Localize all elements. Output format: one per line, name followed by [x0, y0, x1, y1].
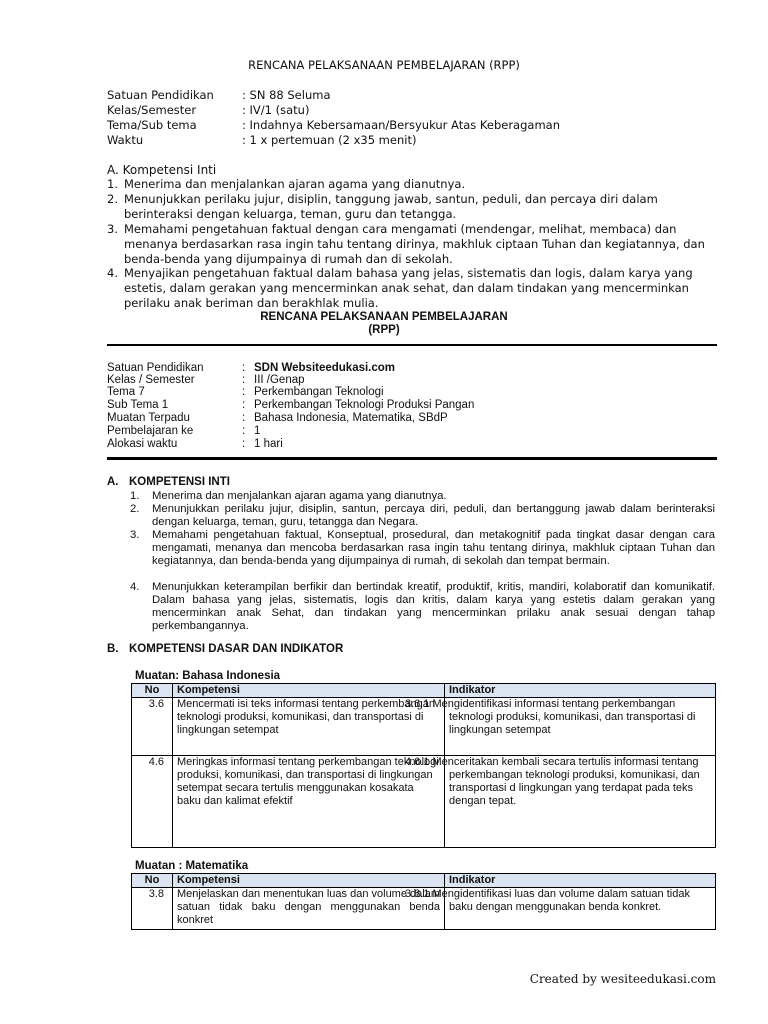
doc1-identity-row [107, 103, 309, 117]
table-row [132, 698, 716, 756]
identity-value: : Indahnya Kebersamaan/Bersyukur Atas Keberagaman [242, 118, 560, 132]
muatan-bahasa-indonesia-title: Muatan: Bahasa Indonesia [135, 670, 281, 682]
identity-colon: : [242, 425, 246, 437]
cell-indikator: 3.6.1 Mengidentifikasi informasi tentang perkembangan teknologi produksi, komunikasi, dan transportasi di lingkungan setempat [445, 698, 716, 756]
doc2-identity-row [107, 399, 474, 412]
divider-bottom [107, 457, 717, 460]
cell-indikator: 4.6.1 Menceritakan kembali secara tertulis informasi tentang perkembangan teknologi produksi, komunikasi, dan transportasi d lingkungan yang terdapat pada teks dengan tepat. [445, 756, 716, 848]
identity-colon: : [242, 362, 246, 374]
cell-no: 4.6 [132, 756, 173, 848]
doc2-kd-heading [107, 643, 343, 655]
identity-label: Sub Tema 1 [107, 399, 169, 411]
doc1-title: RENCANA PELAKSANAAN PEMBELAJARAN (RPP) [248, 58, 520, 72]
identity-value: : SN 88 Seluma [242, 88, 331, 102]
doc2-ki-item [130, 529, 715, 568]
identity-value: SDN Websiteedukasi.com [254, 362, 396, 374]
doc2-identity-row [107, 438, 283, 451]
heading-text: KOMPETENSI DASAR DAN INDIKATOR [129, 643, 344, 655]
item-text: Menunjukkan perilaku jujur, disiplin, santun, percaya diri, peduli, dan bertanggung jawab dalam berinteraksi dengan keluarga, teman, guru, tetangga dan Negara. [152, 503, 715, 528]
cell-no: 3.8 [132, 888, 173, 930]
identity-colon: : [242, 438, 246, 450]
identity-label: Tema 7 [107, 386, 145, 398]
header-no: No [132, 684, 173, 698]
identity-value: Perkembangan Teknologi [254, 386, 384, 398]
identity-value: III /Genap [254, 374, 305, 386]
doc1-identity-row [107, 133, 416, 147]
footer-credit: Created by wesiteedukasi.com [529, 972, 716, 986]
doc1-ki-item [107, 177, 717, 192]
doc2-ki-item [130, 503, 715, 529]
header-no: No [132, 874, 173, 888]
doc2-ki-item [130, 490, 715, 503]
item-number: 3. [107, 222, 118, 236]
heading-text: KOMPETENSI INTI [129, 476, 230, 488]
doc1-ki-item [107, 192, 717, 222]
doc2-ki-item [130, 581, 715, 633]
identity-colon: : [242, 374, 246, 386]
doc1-ki-item [107, 266, 717, 311]
identity-value: 1 hari [254, 438, 283, 450]
identity-label: Satuan Pendidikan [107, 88, 214, 102]
item-text: Menunjukkan perilaku jujur, disiplin, tanggung jawab, santun, peduli, dan percaya diri dalam berinteraksi dengan keluarga, teman, guru dan tetangga. [124, 192, 658, 221]
heading-number: B. [107, 643, 119, 655]
item-number: 4. [130, 581, 140, 593]
item-number: 1. [107, 177, 118, 191]
table-header-row [132, 684, 716, 698]
doc1-identity-row [107, 88, 331, 102]
identity-label: Alokasi waktu [107, 438, 178, 450]
doc2-title-line2: (RPP) [368, 324, 400, 336]
identity-label: Waktu [107, 133, 144, 147]
doc2-ki-heading [107, 476, 230, 488]
divider-top [107, 344, 717, 346]
cell-kompetensi: Menjelaskan dan menentukan luas dan volume dalam satuan tidak baku dengan menggunakan benda konkret [173, 888, 445, 930]
cell-kompetensi: Meringkas informasi tentang perkembangan teknologi produksi, komunikasi, dan transportasi di lingkungan setempat secara tertulis menggunakan kosakata baku dan kalimat efektif [173, 756, 445, 848]
header-kompetensi: Kompetensi [173, 874, 445, 888]
item-text: Menunjukkan keterampilan berfikir dan bertindak kreatif, produktif, kritis, mandiri, kolaboratif dan komunikatif. Dalam bahasa yang jelas, sistematis, logis dan kritis, dalam karya yang estetis dalam gerakan yang mencerminkan anak Sehat, dan tindakan yang mencerminkan prilaku anak sesuai dengan tahap perkembangannya. [152, 581, 715, 632]
identity-label: Kelas / Semester [107, 374, 195, 386]
doc2-identity-row [107, 425, 260, 438]
kd-table-matematika [131, 873, 716, 930]
kd-table-bahasa-indonesia [131, 683, 716, 848]
doc2-title [0, 311, 768, 337]
identity-value: Bahasa Indonesia, Matematika, SBdP [254, 412, 448, 424]
item-text: Menyajikan pengetahuan faktual dalam bahasa yang jelas, sistematis dan logis, dalam karya yang estetis, dalam gerakan yang mencerminkan anak sehat, dan dalam tindakan yang mencerminkan perilaku anak beriman dan berakhlak mulia. [124, 266, 693, 310]
item-number: 2. [107, 192, 118, 206]
table-row [132, 888, 716, 930]
identity-label: Pembelajaran ke [107, 425, 194, 437]
doc2-title-line1: RENCANA PELAKSANAAN PEMBELAJARAN [260, 311, 508, 323]
item-number: 3. [130, 529, 140, 541]
identity-value: : 1 x pertemuan (2 x35 menit) [242, 133, 417, 147]
identity-value: : IV/1 (satu) [242, 103, 310, 117]
identity-value: Perkembangan Teknologi Produksi Pangan [254, 399, 475, 411]
doc1-ki-item [107, 222, 717, 267]
muatan-matematika-title: Muatan : Matematika [135, 860, 249, 872]
cell-kompetensi: Mencermati isi teks informasi tentang perkembangan teknologi produksi, komunikasi, dan transportasi di lingkungan setempat [173, 698, 445, 756]
identity-label: Kelas/Semester [107, 103, 197, 117]
identity-label: Tema/Sub tema [107, 118, 197, 132]
cell-no: 3.6 [132, 698, 173, 756]
heading-number: A. [107, 476, 119, 488]
header-kompetensi: Kompetensi [173, 684, 445, 698]
item-text: Menerima dan menjalankan ajaran agama yang dianutnya. [124, 177, 466, 191]
header-indikator: Indikator [445, 874, 716, 888]
identity-value: 1 [254, 425, 261, 437]
identity-label: Muatan Terpadu [107, 412, 190, 424]
doc1-ki-heading: A. Kompetensi Inti [107, 163, 217, 177]
doc1-identity-row [107, 118, 560, 132]
header-indikator: Indikator [445, 684, 716, 698]
item-text: Memahami pengetahuan faktual dengan cara mengamati (mendengar, melihat, membaca) dan menanya berdasarkan rasa ingin tahu tentang dirinya, makhluk ciptaan Tuhan dan kegiatannya, dan benda-benda yang dijumpainya di rumah dan di sekolah. [124, 222, 705, 266]
doc2-identity-row [107, 386, 384, 399]
item-number: 2. [130, 503, 140, 515]
item-text: Menerima dan menjalankan ajaran agama yang dianutnya. [152, 490, 447, 502]
item-number: 4. [107, 266, 118, 280]
identity-colon: : [242, 412, 246, 424]
cell-indikator: 3.8.1 Mengidentifikasi luas dan volume dalam satuan tidak baku dengan menggunakan benda konkret. [445, 888, 716, 930]
doc2-identity-row [107, 374, 305, 387]
item-text: Memahami pengetahuan faktual, Konseptual, prosedural, dan metakognitif pada tingkat dasar dengan cara mengamati, menanya dan mencoba berdasarkan rasa ingin tahu tentang dirinya, makhluk ciptaan Tuhan dan kegiatannya, dan benda-benda yang dijumpainya di rumah, di sekolah dan tempat bermain. [152, 529, 715, 567]
table-row [132, 756, 716, 848]
identity-colon: : [242, 386, 246, 398]
doc2-identity-row [107, 412, 448, 425]
identity-label: Satuan Pendidikan [107, 362, 204, 374]
table-header-row [132, 874, 716, 888]
item-number: 1. [130, 490, 140, 502]
identity-colon: : [242, 399, 246, 411]
doc2-identity-row [107, 362, 395, 375]
